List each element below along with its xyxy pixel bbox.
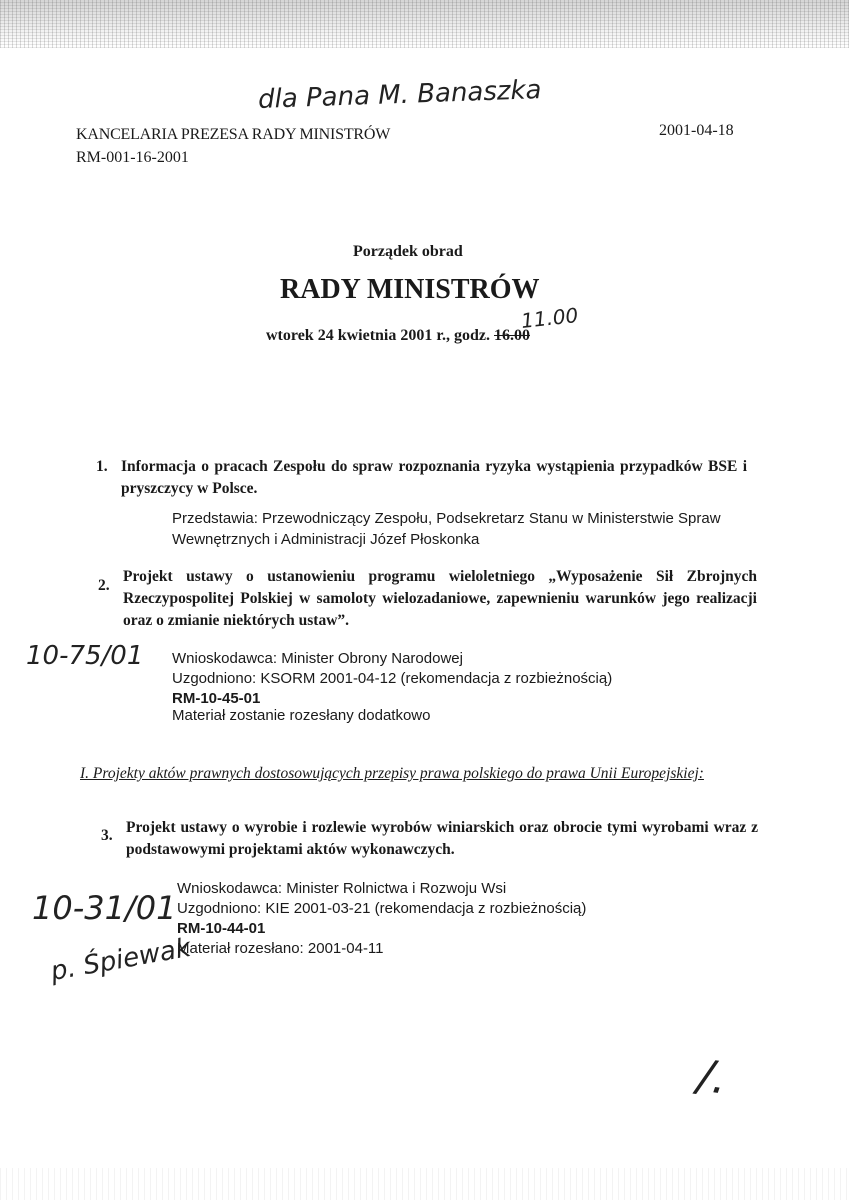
document-date: 2001-04-18 [659,122,734,139]
item-2-ref: RM-10-45-01 [172,690,261,707]
handwritten-recipient-note: dla Pana M. Banaszka [257,75,542,115]
item-3-material: Materiał rozesłano: 2001-04-11 [177,940,384,957]
handwritten-time-correction: 11.00 [519,303,580,333]
meeting-date-text: wtorek 24 kwietnia 2001 r., godz. [266,327,490,344]
scan-artifact-top [0,0,849,48]
item-2-number: 2. [98,577,110,594]
handwritten-ref-2: 10-31/01 [32,889,177,927]
item-1-title: Informacja o pracach Zespołu do spraw rozpoznania ryzyka wystąpienia przypadków BSE i pryszczycy w Polsce. [121,458,747,497]
meeting-datetime [266,327,530,345]
eu-legislation-section-heading: I. Projekty aktów prawnych dostosowujących przepisy prawa polskiego do prawa Unii Europejskiej: [80,765,704,782]
item-2-material: Materiał zostanie rozesłany dodatkowo [172,707,431,724]
council-name: RADY MINISTRÓW [280,274,540,305]
item-3-number: 3. [101,827,113,844]
item-3-applicant: Wnioskodawca: Minister Rolnictwa i Rozwoju Wsi [177,880,507,897]
item-2-agreement: Uzgodniono: KSORM 2001-04-12 (rekomendacja z rozbieżnością) [172,670,613,687]
item-2-applicant: Wnioskodawca: Minister Obrony Narodowej [172,650,463,667]
original-time-crossed: 16.00 [494,327,530,344]
agenda-title: Porządek obrad [353,243,463,260]
item-3-title: Projekt ustawy o wyrobie i rozlewie wyrobów winiarskich oraz obrocie tymi wyrobami wraz z podstawowymi projektami aktów wykonawczych. [126,819,758,858]
item-1-presenter-line-1: Przedstawia: Przewodniczący Zespołu, Podsekretarz Stanu w Ministerstwie Spraw [172,510,721,527]
item-3-ref: RM-10-44-01 [177,920,266,937]
item-1-number: 1. [96,458,108,475]
item-1-presenter-line-2: Wewnętrznych i Administracji Józef Płoskonka [172,531,480,548]
handwritten-name-note: p. Śpiewak [48,932,194,988]
scan-artifact-bottom [0,1168,849,1200]
handwritten-ref-1: 10-75/01 [26,641,144,671]
handwritten-check-mark: /. [694,1050,731,1105]
office-name: KANCELARIA PREZESA RADY MINISTRÓW [76,126,391,143]
document-ref-number: RM-001-16-2001 [76,149,189,166]
item-2-title: Projekt ustawy o ustanowieniu programu wieloletniego „Wyposażenie Sił Zbrojnych Rzeczypospolitej Polskiej w samoloty wielozadaniowe, zapewnieniu warunków jego realizacji oraz o zmianie niektórych ustaw”. [123,568,757,629]
item-3-agreement: Uzgodniono: KIE 2001-03-21 (rekomendacja z rozbieżnością) [177,900,587,917]
